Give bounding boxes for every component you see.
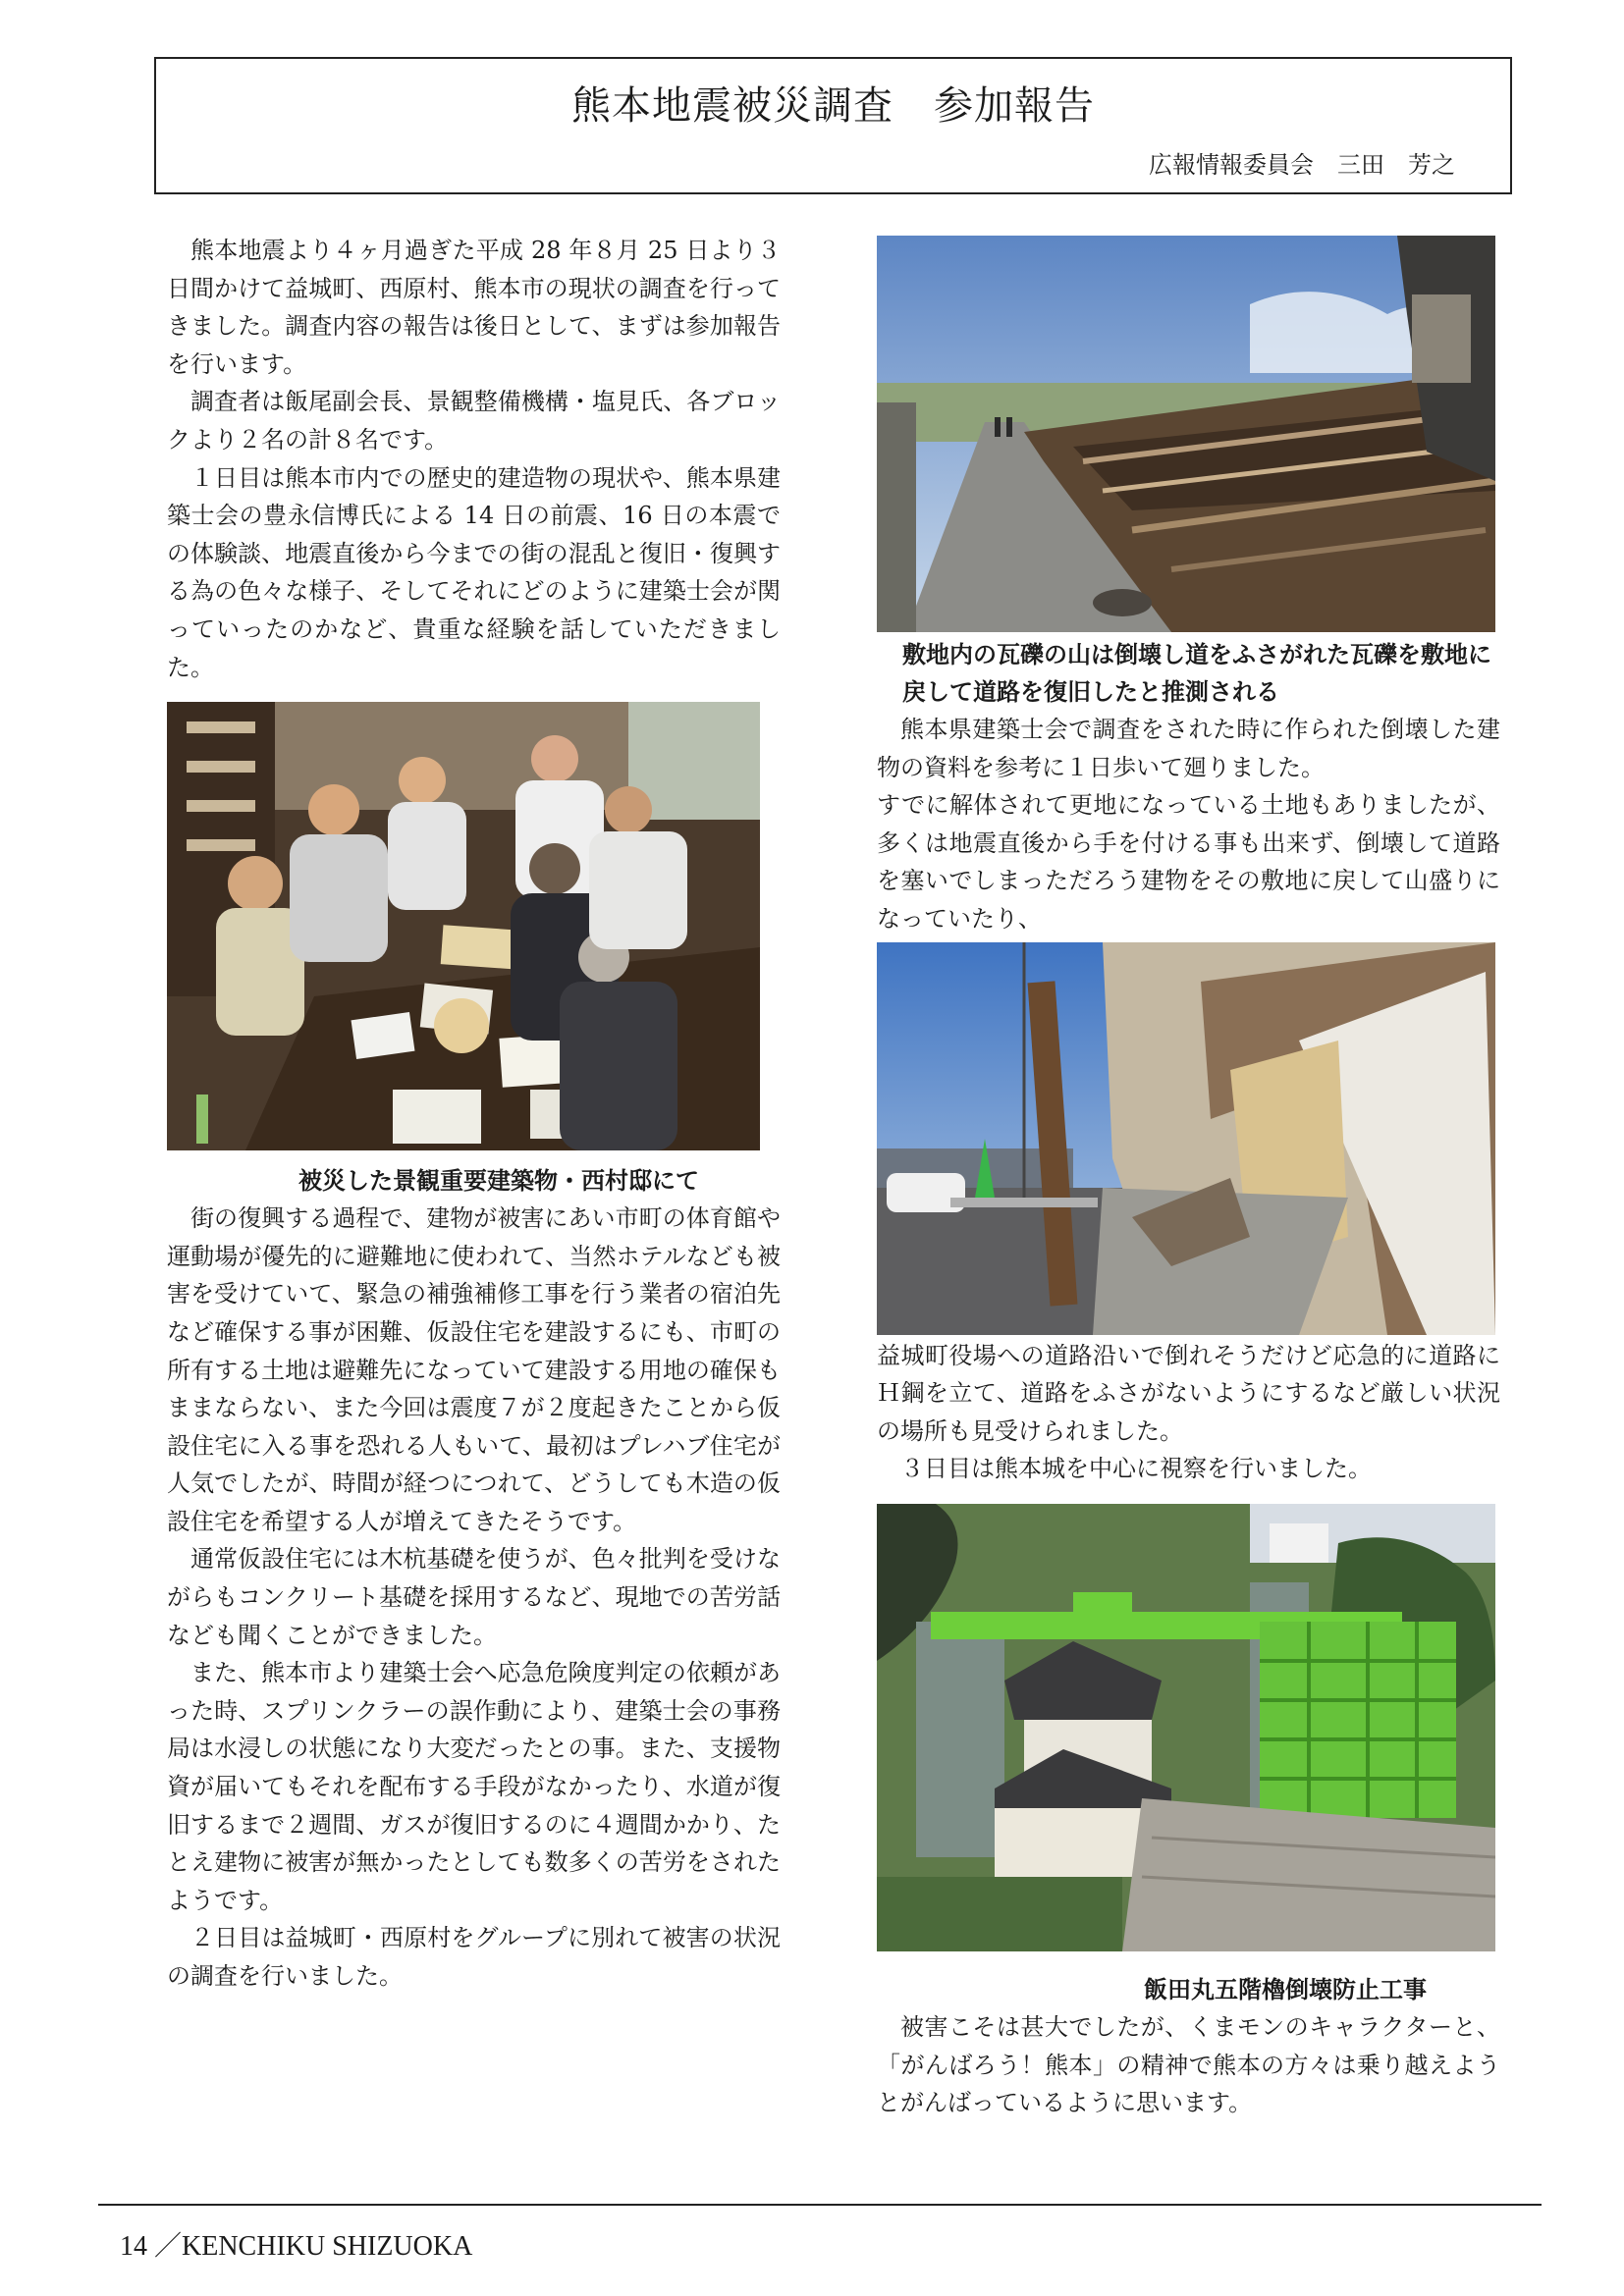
paragraph: １日目は熊本市内での歴史的建造物の現状や、熊本県建築士会の豊永信博氏による 14 日の前震、16 日の本震での体験談、地震直後から今までの街の混乱と復旧・復興する為の色々な様子、そしてそれにどのように建築士会が関っていったのかなど、貴重な経験を話していただきました。 — [167, 463, 781, 681]
photo-damaged-building — [877, 942, 1495, 1335]
photo-caption: 敷地内の瓦礫の山は倒壊し道をふさがれた瓦礫を敷地に戻して道路を復旧したと推測される — [902, 641, 1491, 706]
right-column — [877, 236, 1500, 2122]
paragraph: 被害こそは甚大でしたが、くまモンのキャラクターと、「がんばろう！熊本」の精神で熊本の方々は乗り越えようとがんばっているように思います。 — [877, 2012, 1500, 2117]
paragraph: 熊本県建築士会で調査をされた時に作られた倒壊した建物の資料を参考に１日歩いて廻りました。 — [877, 716, 1500, 781]
meeting-photo-illustration — [167, 702, 760, 1150]
paragraph: ３日目は熊本城を中心に視察を行いました。 — [900, 1455, 1372, 1483]
photo-kumamoto-castle — [877, 1504, 1495, 1951]
paragraph: 調査者は飯尾副会長、景観整備機構・塩見氏、各ブロックより２名の計８名です。 — [167, 388, 781, 454]
photo-caption: 益城町役場への道路沿いで倒れそうだけど応急的に道路にＨ鋼を立て、道路をふさがないようにするなど厳しい状況の場所も見受けられました。 — [877, 1341, 1500, 1445]
damaged-building-photo-illustration — [877, 942, 1495, 1335]
rubble-photo-illustration — [877, 236, 1495, 632]
paragraph: 通常仮設住宅には木杭基礎を使うが、色々批判を受けながらもコンクリート基礎を採用するなど、現地での苦労話なども聞くことができました。 — [167, 1545, 781, 1649]
photo-meeting — [167, 702, 760, 1150]
page-footer: 14 ／KENCHIKU SHIZUOKA — [120, 2231, 473, 2262]
paragraph: ２日目は益城町・西原村をグループに別れて被害の状況の調査を行いました。 — [167, 1924, 781, 1990]
page-title: 熊本地震被災調査 参加報告 — [571, 83, 1095, 129]
paragraph: 街の復興する過程で、建物が被害にあい市町の体育館や運動場が優先的に避難地に使われて、当然ホテルなども被害を受けていて、緊急の補強補修工事を行う業者の宿泊先など確保する事が困難、仮設住宅を建設するにも、市町の所有する土地は避難先になっていて建設する用地の確保もままならない、また今回は震度７が２度起きたことから仮設住宅に入る事を恐れる人もいて、最初はプレハブ住宅が人気でしたが、時間が経つにつれて、どうしても木造の仮設住宅を希望する人が増えてきたそうです。 — [167, 1204, 781, 1535]
author-line: 広報情報委員会 三田 芳之 — [1149, 151, 1455, 179]
photo-caption: 飯田丸五階櫓倒壊防止工事 — [1144, 1975, 1427, 2003]
paragraph: 熊本地震より４ヶ月過ぎた平成 28 年８月 25 日より３日間かけて益城町、西原村、熊本市の現状の調査を行ってきました。調査内容の報告は後日として、まずは参加報告を行います。 — [167, 237, 781, 378]
footer-divider — [98, 2204, 1542, 2206]
photo-caption: 被災した景観重要建築物・西村邸にて — [298, 1167, 699, 1196]
castle-photo-illustration — [877, 1504, 1495, 1951]
photo-rubble-street — [877, 236, 1495, 632]
paragraph: すでに解体されて更地になっている土地もありましたが、多くは地震直後から手を付ける事も出来ず、倒壊して道路を塞いでしまっただろう建物をその敷地に戻して山盛りになっていたり、 — [877, 791, 1500, 933]
paragraph: また、熊本市より建築士会へ応急危険度判定の依頼があった時、スプリンクラーの誤作動により、建築士会の事務局は水浸しの状態になり大変だったとの事。また、支援物資が届いてもそれを配布する手段がなかったり、水道が復旧するまで２週間、ガスが復旧するのに４週間かかり、たとえ建物に被害が無かったとしても数多くの苦労をされたようです。 — [167, 1659, 781, 1914]
left-column — [167, 232, 781, 1996]
title-box — [154, 57, 1512, 194]
